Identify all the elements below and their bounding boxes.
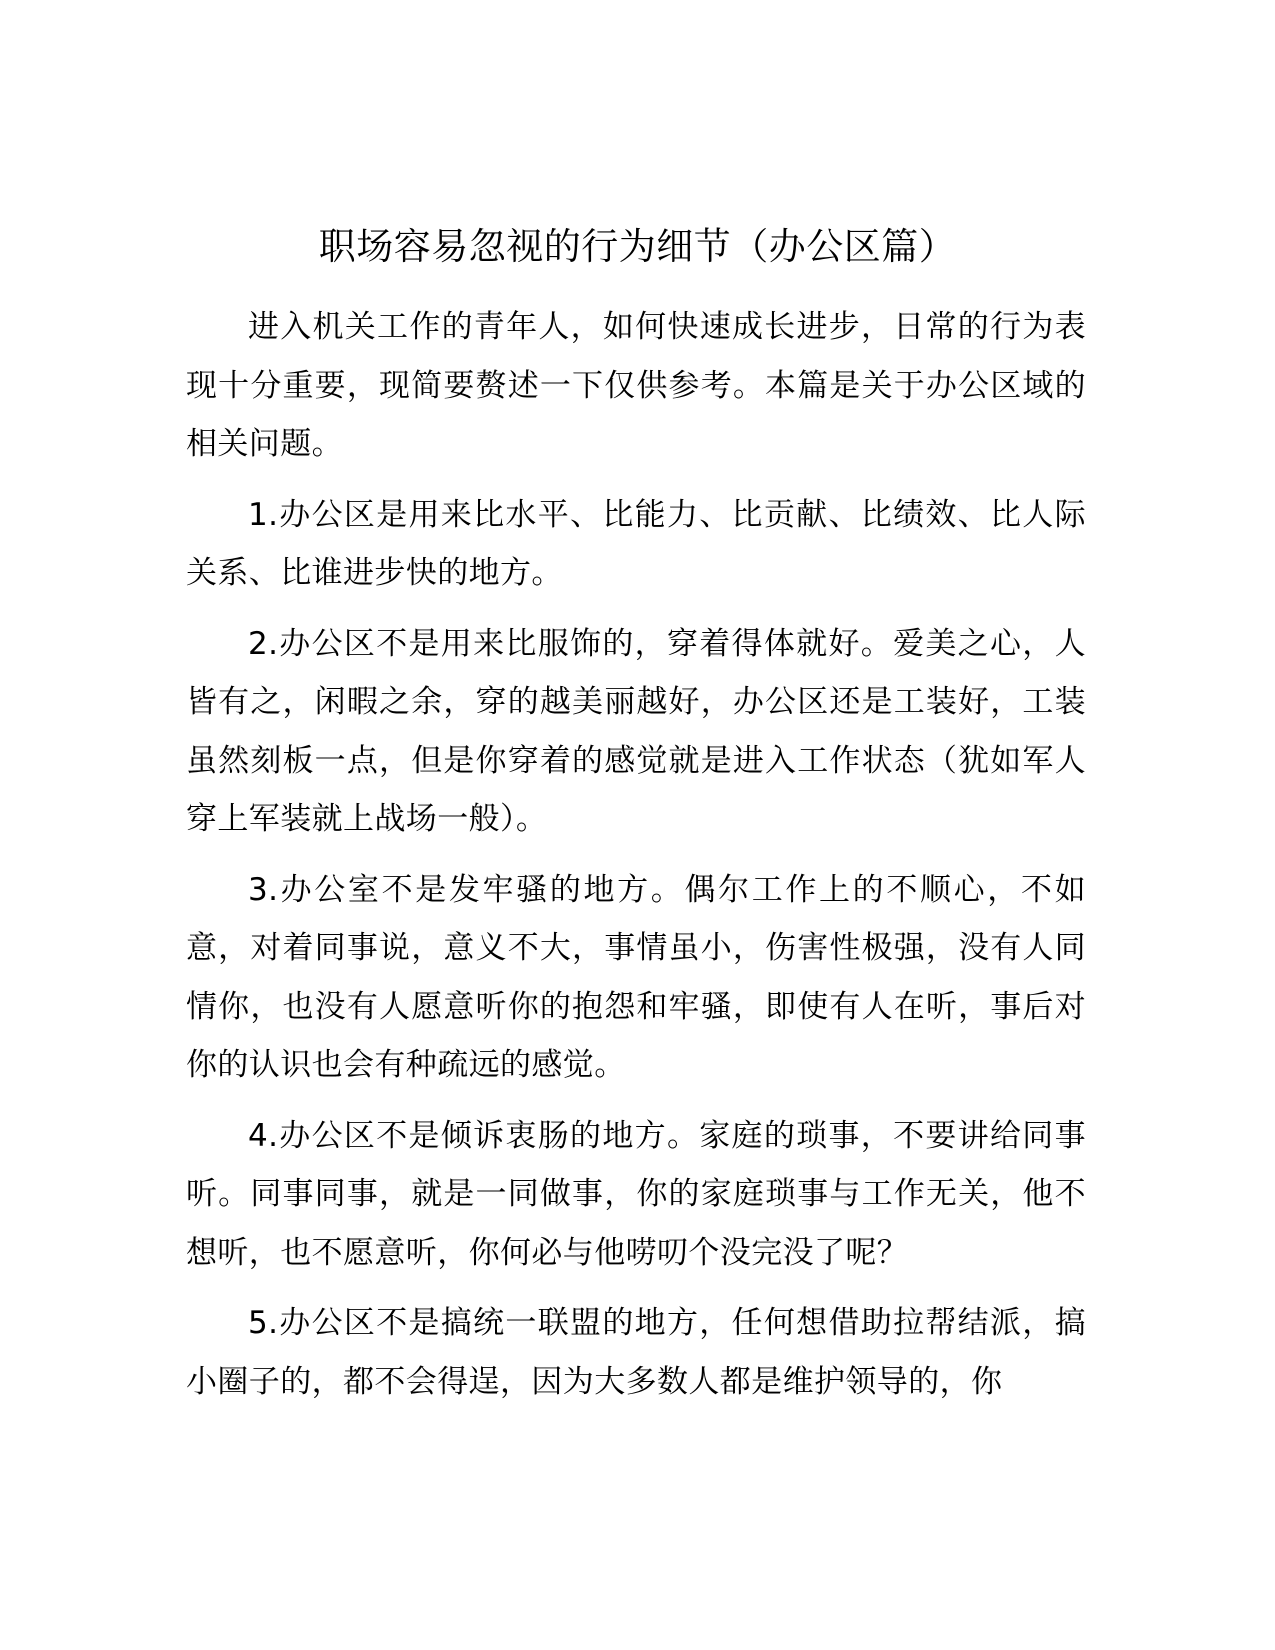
paragraph-item-4: 4.办公区不是倾诉衷肠的地方。家庭的琐事，不要讲给同事听。同事同事，就是一同做事，你的家庭琐事与工作无关，他不想听，也不愿意听，你何必与他唠叨个没完没了呢？ <box>186 1117 1086 1271</box>
paragraph-item-3: 3.办公室不是发牢骚的地方。偶尔工作上的不顺心，不如意，对着同事说，意义不大，事情虽小，伤害性极强，没有人同情你，也没有人愿意听你的抱怨和牢骚，即使有人在听，事后对你的认识也会有种疏远的感觉。 <box>186 871 1086 1083</box>
document-title: 职场容易忽视的行为细节（办公区篇） <box>318 225 957 268</box>
document-body <box>186 298 1086 1423</box>
paragraph-intro: 进入机关工作的青年人，如何快速成长进步，日常的行为表现十分重要，现简要赘述一下仅供参考。本篇是关于办公区域的相关问题。 <box>186 309 1086 462</box>
paragraph-item-5: 5.办公区不是搞统一联盟的地方，任何想借助拉帮结派，搞小圈子的，都不会得逞，因为大多数人都是维护领导的，你 <box>186 1305 1086 1400</box>
paragraph-item-2: 2.办公区不是用来比服饰的，穿着得体就好。爱美之心，人皆有之，闲暇之余，穿的越美丽越好，办公区还是工装好，工装虽然刻板一点，但是你穿着的感觉就是进入工作状态（犹如军人穿上军装就上战场一般）。 <box>186 625 1086 837</box>
paragraph-item-1: 1.办公区是用来比水平、比能力、比贡献、比绩效、比人际关系、比谁进步快的地方。 <box>186 496 1086 591</box>
